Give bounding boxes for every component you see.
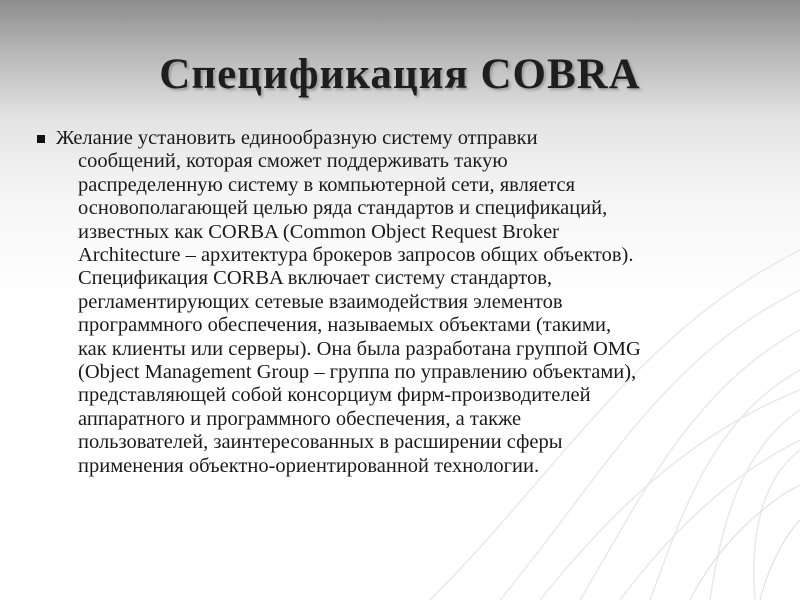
bullet-paragraph xyxy=(56,127,746,478)
bullet-line: пользователей, заинтересованных в расширении сферы xyxy=(78,431,563,454)
bullet-line: основополагающей целью ряда стандартов и спецификаций, xyxy=(78,197,608,220)
bullet-line: регламентирующих сетевые взаимодействия элементов xyxy=(78,290,563,313)
bullet-line: Желание установить единообразную систему отправки xyxy=(56,127,538,149)
bullet-line: Architecture – архитектура брокеров запросов общих объектов). xyxy=(78,244,634,267)
bullet-line: представляющей собой консорциум фирм-производителей xyxy=(78,384,591,407)
square-bullet-icon xyxy=(37,135,45,143)
bullet-line: как клиенты или серверы). Она была разработана группой OMG xyxy=(78,337,641,360)
bullet-line: распределенную систему в компьютерной сети, является xyxy=(78,173,576,196)
bullet-line: применения объектно-ориентированной технологии. xyxy=(78,454,540,477)
bullet-line: программного обеспечения, называемых объектами (такими, xyxy=(78,314,612,337)
bullet-line: известных как CORBA (Common Object Request Broker xyxy=(78,220,559,243)
slide-title: Спецификация COBRA xyxy=(159,51,641,98)
bullet-line: Спецификация CORBA включает систему стандартов, xyxy=(78,267,553,290)
bullet-line: сообщений, которая сможет поддерживать такую xyxy=(78,150,508,173)
bullet-line: аппаратного и программного обеспечения, а также xyxy=(78,407,522,430)
bullet-line: (Object Management Group – группа по управлению объектами), xyxy=(78,361,637,384)
